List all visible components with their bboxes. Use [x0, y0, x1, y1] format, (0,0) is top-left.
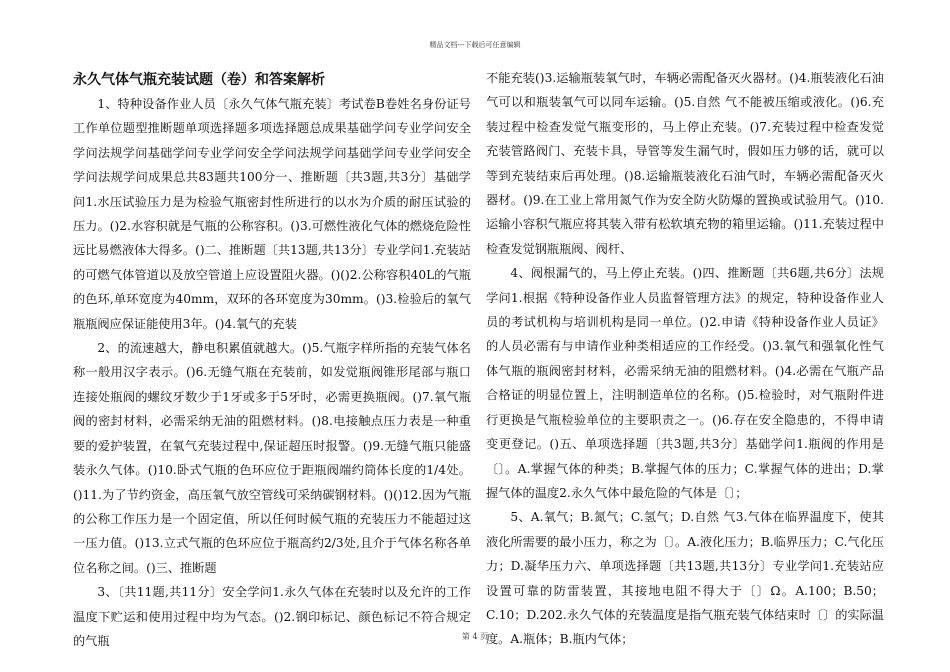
- paragraph: 5、A.氧气；B.氮气；C.氢气；D.自然 气3.气体在临界温度下，使其液化所需要的最小压力，称之为〔〕。A.液化压力；B.临界压力；C.气化压力；D.凝华压力六、单项选择题〔共13题,共13分〕专业学问1.充装站应设置可靠的防雷装置，其接地电阻不得大于〔〕Ω。A.100；B.50；C.10；D.202.永久气体的充装温度是指气瓶充装气体结束时〔〕的实际温度。A.瓶体；B.瓶内气体；: [486, 510, 884, 647]
- page-header: 精品文档---下载后可任意编辑: [429, 41, 521, 49]
- paragraph: 2、的流速越大，静电积累值就越大。()5.气瓶字样所指的充装气体名称一般用汉字表示。()6.无缝气瓶在充装前，如发觉瓶阀锥形尾部与瓶口连接处瓶阀的螺纹牙数少于1牙或多于5牙时，必需更换瓶阀。()7.氧气瓶阀的密封材料，必需采纳无油的阻燃材料。()8.电接触点压力表是一种重要的爱护装置，在氧气充装过程中,保证超压时报警。()9.无缝气瓶只能盛装永久气体。()10.卧式气瓶的色环应位于距瓶阀端约筒体长度的1/4处。()11.为了节约资金，高压氧气放空管线可采纳碳钢材料。()()12.因为气瓶的公称工作压力是一个固定值，所以任何时候气瓶的充装压力不能超过这一压力值。()13.立式气瓶的色环应位于瓶高约2/3处,且介于气体名称各单位名称之间。()三、推断题: [73, 341, 471, 575]
- paragraph: 不能充装()3.运输瓶装氧气时，车辆必需配备灭火器材。()4.瓶装液化石油气可以和瓶装氧气可以同车运输。()5.自然 气不能被压缩或液化。()6.充装过程中检查发觉气瓶变形的，马上停止充装。()7.充装过程中检查发觉充装管路阀门、充装卡具，导管等发生漏气时，假如压力够的话，就可以等到充装结束后再处理。()8.运输瓶装液化石油气时，车辆必需配备灭火器材。()9.在工业上常用氮气作为安全防火防爆的置换或试验用气。()10.运输小容积气瓶应将其装入带有松软填充物的箱里运输。()11.充装过程中检查发觉钢瓶瓶阀、阀杆、: [486, 71, 884, 256]
- left-column: [73, 68, 471, 653]
- document-title: 永久气体气瓶充装试题（卷）和答案解析: [73, 72, 325, 88]
- page-number: 第 4 页: [461, 632, 489, 641]
- paragraph: 1、特种设备作业人员〔永久气体气瓶充装〕考试卷B卷姓名身份证号工作单位题型推断题单项选择题多项选择题总成果基础学问专业学问安全学问法规学问基础学问专业学问安全学问法规学问基础学问专业学问安全学问法规学问成果总共83题共100分一、推断题〔共3题,共3分〕基础学问1.水压试验压力是为检验气瓶密封性所进行的以水为介质的耐压试验的压力。()2.水容积就是气瓶的公称容积。()3.可燃性液化气体的燃烧危险性远比易燃液体大得多。()二、推断题〔共13题,共13分〕专业学问1.充装站的可燃气体管道以及放空管道上应设置阻火器。()()2.公称容积40L的气瓶的色环,单环宽度为40mm，双环的各环宽度为30mm。()3.检验后的氧气瓶瓶阀应保证能使用3年。()4.氧气的充装: [73, 97, 471, 331]
- paragraph: 4、阀根漏气的，马上停止充装。()四、推断题〔共6题,共6分〕法规学问1.根据《特种设备作业人员监督管理方法》的规定，特种设备作业人员的考试机构与培训机构是同一单位。()2.申请《特种设备作业人员证》的人员必需有与申请作业种类相适应的工作经受。()3.氧气和强氧化性气体气瓶的瓶阀密封材料，必需采纳无油的阻燃材料。()4.必需在气瓶产品合格证的明显位置上，注明制造单位的名称。()5.检验时，对气瓶附件进行更换是气瓶检验单位的主要职责之一。()6.存在安全隐患的，不得申请变更登记。()五、单项选择题〔共3题,共3分〕基础学问1.瓶阀的作用是〔〕。A.掌握气体的种类；B.掌握气体的压力；C.掌握气体的进出；D.掌握气体的温度2.永久气体中最危险的气体是〔〕；: [486, 266, 884, 500]
- paragraph: 3、〔共11题,共11分〕安全学问1.永久气体在充装时以及允许的工作温度下贮运和使用过程中均为气态。()2.钢印标记、颜色标记不符合规定的气瓶: [73, 585, 471, 648]
- right-column: [486, 66, 884, 652]
